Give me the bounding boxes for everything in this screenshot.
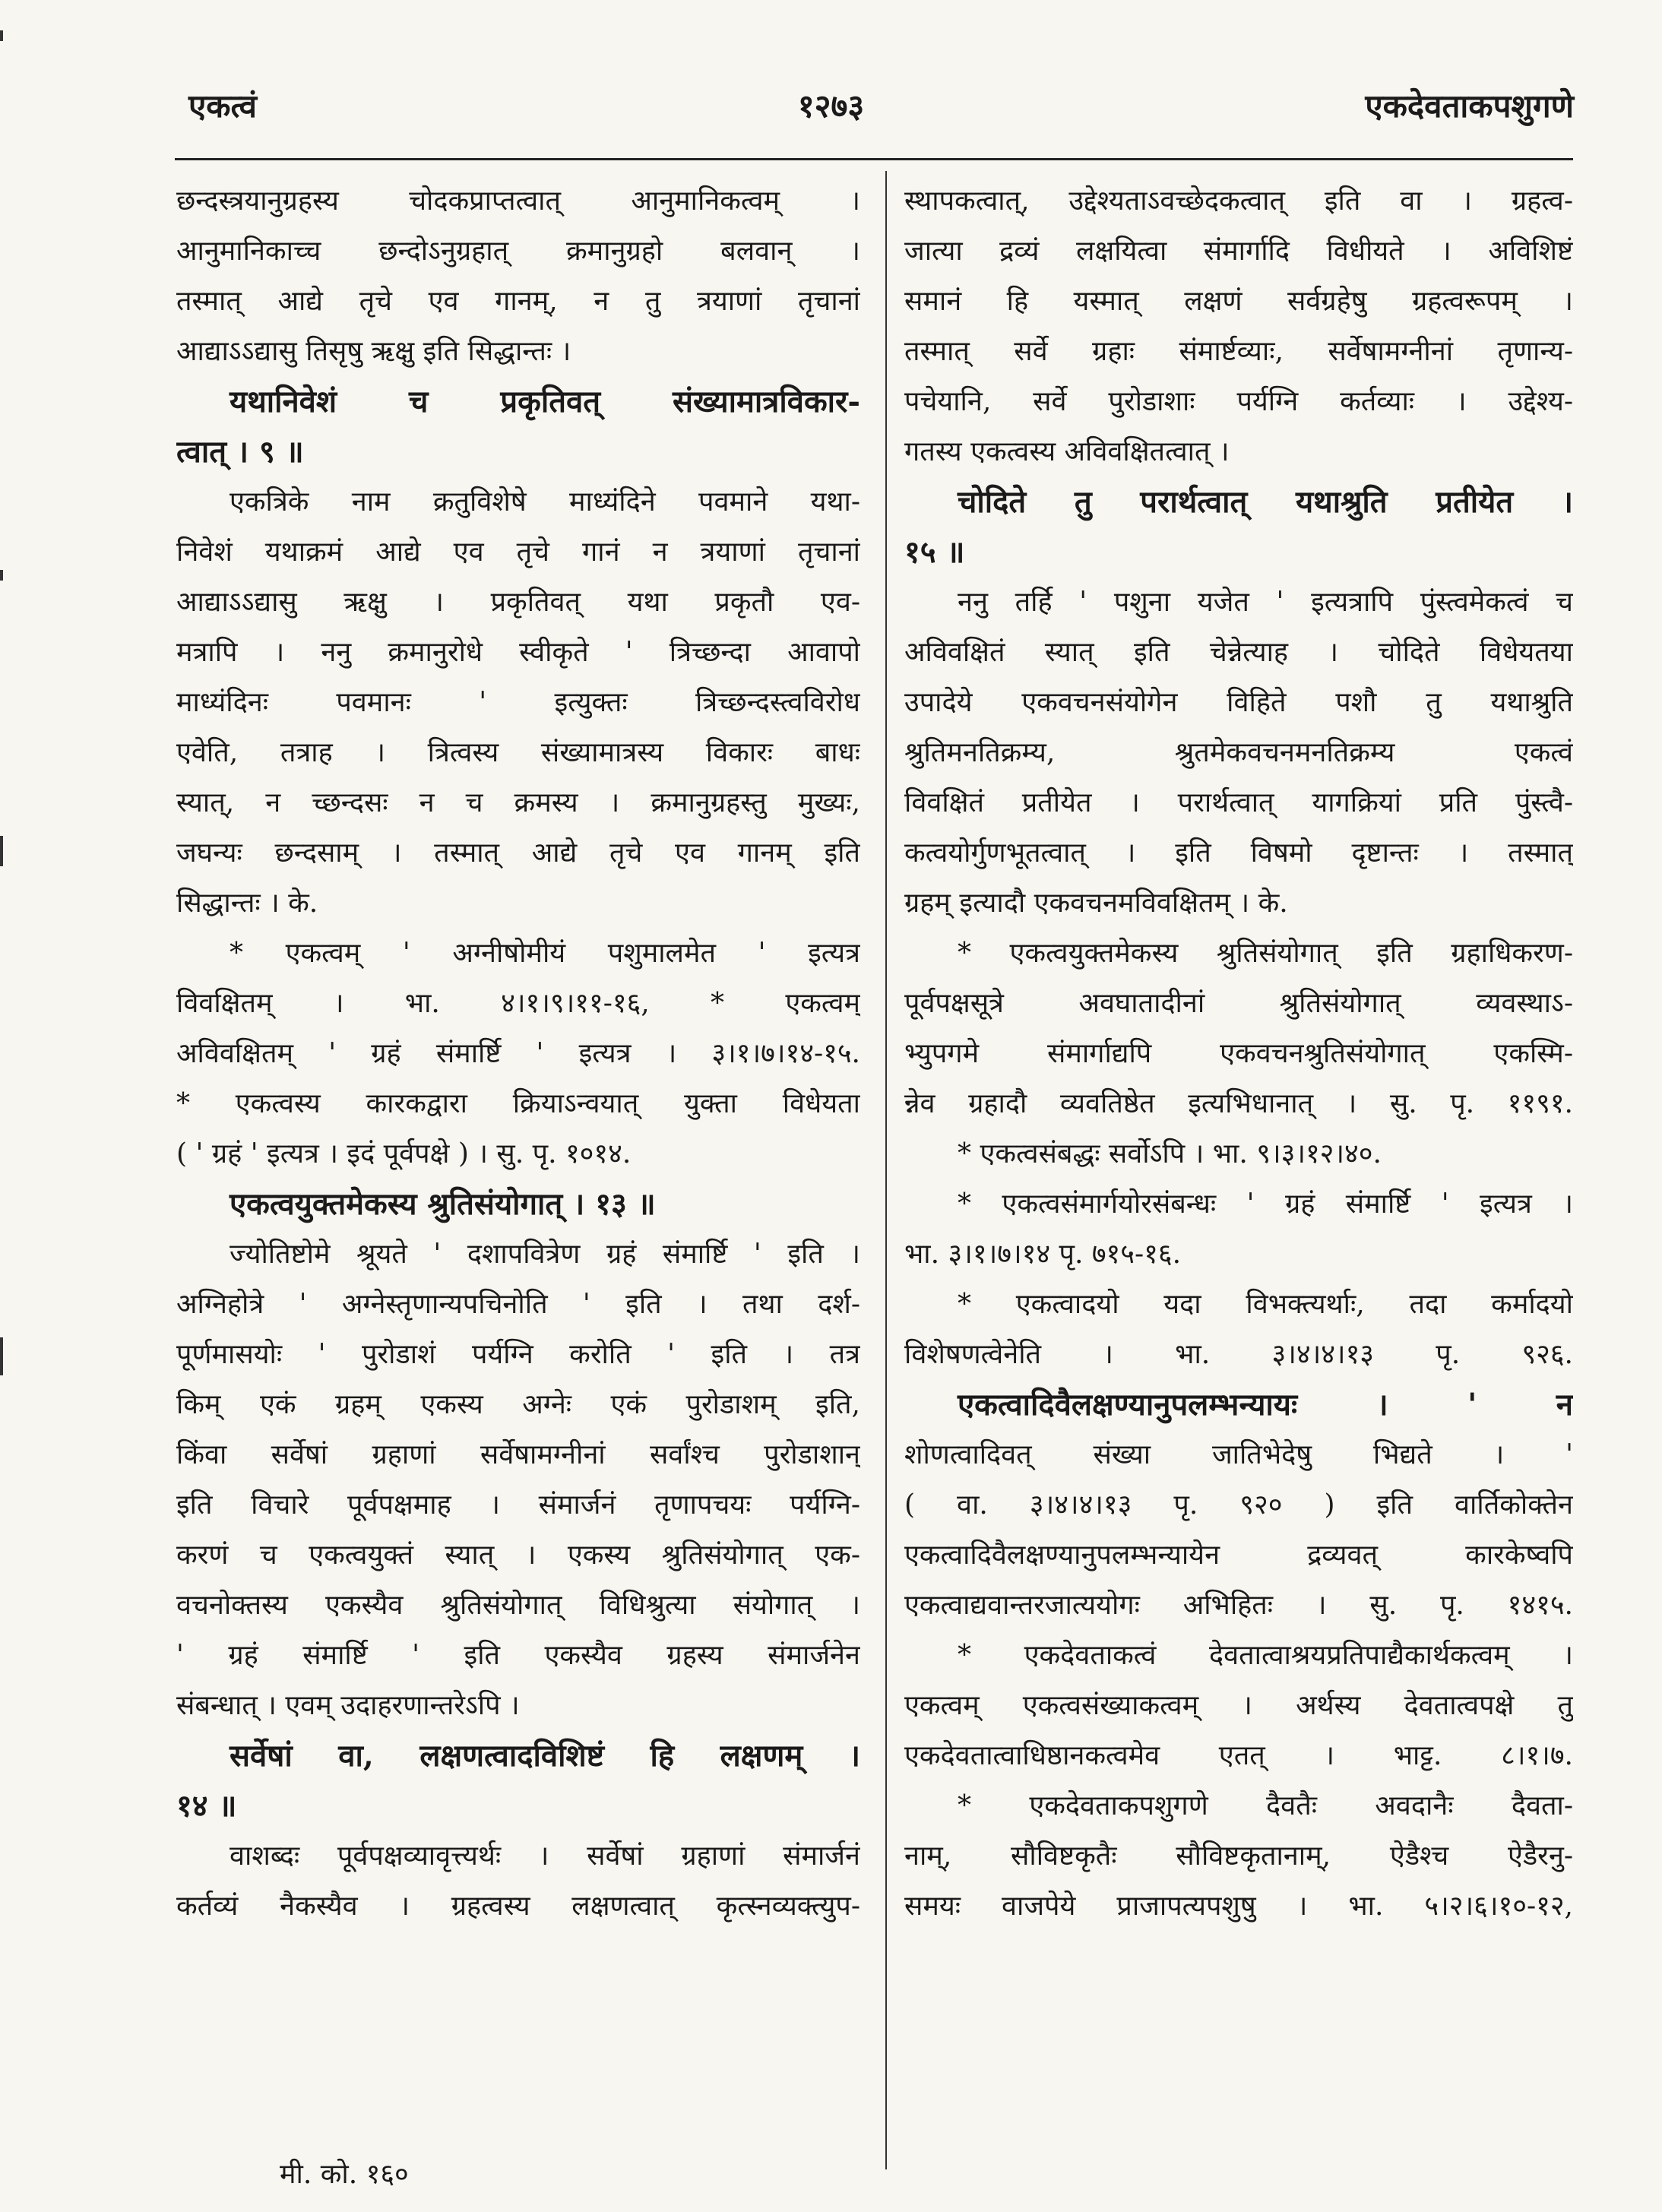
sutra-heading: सर्वेषां वा, लक्षणत्वादविशिष्टं हि लक्षणम् । (230, 1738, 860, 1774)
sutra-heading: एकत्वयुक्तमेकस्य श्रुतिसंयोगात् । १३ ॥ (230, 1186, 656, 1222)
text-line: आद्याऽऽद्यासु ऋक्षु । प्रकृतिवत् यथा प्रकृतौ एव- (176, 587, 860, 618)
text-line: * एकत्वसंमार्गयोरसंबन्धः ' ग्रहं संमार्ष्टि ' इत्यत्र । (958, 1188, 1573, 1220)
header-left-title: एकत्वं (188, 87, 257, 125)
text-line: एकदेवतात्वाधिष्ठानकत्वमेव एतत् । भाट्ट. ८।१।७. (904, 1740, 1573, 1771)
text-line: पचेयानि, सर्वे पुरोडाशाः पर्यग्नि कर्तव्याः । उद्देश्य- (904, 386, 1573, 417)
header-right-title: एकदेवताकपशुगणे (1365, 87, 1574, 125)
text-line: छन्दस्त्रयानुग्रहस्य चोदकप्राप्तत्वात् आनुमानिकत्वम् । (176, 185, 860, 217)
sutra-heading: चोदिते तु परार्थत्वात् यथाश्रुति प्रतीयेत । (958, 484, 1573, 520)
text-line: स्थापकत्वात्, उद्देश्यताऽवच्छेदकत्वात् इति वा । ग्रहत्व- (904, 185, 1573, 217)
scan-mark (0, 570, 3, 581)
text-line: मत्रापि । ननु क्रमानुरोधे स्वीकृते ' त्रिच्छन्दा आवापो (176, 637, 860, 668)
page-number: १२७३ (797, 87, 865, 125)
page-header (0, 72, 1662, 141)
text-line: * एकत्वादयो यदा विभक्त्यर्थाः, तदा कर्मादयो (958, 1289, 1573, 1320)
text-line: भा. ३।१।७।१४ पृ. ७१५-१६. (904, 1239, 1182, 1270)
text-line: जात्या द्रव्यं लक्षयित्वा संमार्गादि विधीयते । अविशिष्टं (904, 236, 1573, 267)
text-line: * एकत्वयुक्तमेकस्य श्रुतिसंयोगात् इति ग्रहाधिकरण- (958, 938, 1573, 969)
text-line: करणं च एकत्वयुक्तं स्यात् । एकस्य श्रुतिसंयोगात् एक- (176, 1540, 860, 1571)
text-line: इति विचारे पूर्वपक्षमाह । संमार्जनं तृणापचयः पर्यग्नि- (176, 1489, 860, 1521)
text-line: तस्मात् सर्वे ग्रहाः संमार्ष्टव्याः, सर्वेषामग्नीनां तृणान्य- (904, 336, 1573, 367)
text-line: एवेति, तत्राह । त्रित्वस्य संख्यामात्रस्य विकारः बाधः (176, 737, 860, 768)
text-line: ' ग्रहं संमार्ष्टि ' इति एकस्यैव ग्रहस्य संमार्जनेन (176, 1640, 860, 1671)
text-line: एकत्वादिवैलक्षण्यानुपलम्भन्यायेन द्रव्यवत् कारकेष्वपि (904, 1540, 1573, 1571)
text-line: विवक्षितम् । भा. ४।१।९।११-१६, * एकत्वम् (176, 988, 860, 1019)
text-line: उपादेये एकवचनसंयोगेन विहिते पशौ तु यथाश्रुति (904, 687, 1573, 718)
text-line: आद्याऽऽद्यासु तिसृषु ऋक्षु इति सिद्धान्तः । (176, 336, 571, 367)
text-line: माध्यंदिनः पवमानः ' इत्युक्तः त्रिच्छन्दस्त्वविरोध (176, 687, 860, 718)
text-line: न्नेव ग्रहादौ व्यवतिष्ठेत इत्यभिधानात् । सु. पृ. ११९१. (904, 1088, 1573, 1119)
text-line: वचनोक्तस्य एकस्यैव श्रुतिसंयोगात् विधिश्रुत्या संयोगात् । (176, 1590, 860, 1621)
text-line: ( वा. ३।४।४।१३ पृ. ९२० ) इति वार्तिकोक्तेन (904, 1489, 1573, 1521)
text-line: अग्निहोत्रे ' अग्नेस्तृणान्यपचिनोति ' इति । तथा दर्श- (176, 1289, 860, 1320)
text-line: * एकत्वम् ' अग्नीषोमीयं पशुमालमेत ' इत्यत्र (230, 938, 860, 969)
text-line: विशेषणत्वेनेति । भा. ३।४।४।१३ पृ. ९२६. (904, 1339, 1573, 1370)
text-line: ग्रहम् इत्यादौ एकवचनमविवक्षितम् । के. (904, 888, 1288, 919)
sutra-number: १४ ॥ (176, 1788, 237, 1824)
scan-mark (0, 836, 3, 866)
sutra-heading: यथानिवेशं च प्रकृतिवत् संख्यामात्रविकार- (230, 384, 860, 419)
text-line: विवक्षितं प्रतीयेत । परार्थत्वात् यागक्रियां प्रति पुंस्त्वै- (904, 787, 1573, 818)
text-line: ( ' ग्रहं ' इत्यत्र । इदं पूर्वपक्षे ) । सु. पृ. १०१४. (176, 1138, 632, 1169)
left-column (176, 176, 860, 1932)
text-line: आनुमानिकाच्च छन्दोऽनुग्रहात् क्रमानुग्रहो बलवान् । (176, 236, 860, 267)
text-line: संबन्धात् । एवम् उदाहरणान्तरेऽपि । (176, 1690, 520, 1721)
text-line: अविवक्षितं स्यात् इति चेन्नेत्याह । चोदिते विधेयतया (904, 637, 1573, 668)
text-line: नाम्, सौविष्टकृतैः सौविष्टकृतानाम्, ऐडैश्च ऐडैरनु- (904, 1840, 1573, 1872)
text-line: गतस्य एकत्वस्य अविवक्षितत्वात् । (904, 436, 1230, 467)
text-line: * एकदेवताकत्वं देवतात्वाश्रयप्रतिपाद्यैकार्थकत्वम् । (958, 1640, 1573, 1671)
sutra-number: १५ ॥ (904, 534, 965, 570)
column-divider (885, 171, 887, 2169)
text-line: श्रुतिमनतिक्रम्य, श्रुतमेकवचनमनतिक्रम्य एकत्वं (904, 737, 1573, 768)
text-line: जघन्यः छन्दसाम् । तस्मात् आद्ये तृचे एव गानम् इति (176, 837, 860, 869)
text-line: कत्वयोर्गुणभूतत्वात् । इति विषमो दृष्टान्तः । तस्मात् (904, 837, 1573, 869)
text-line: * एकत्वस्य कारकद्वारा क्रियाऽन्वयात् युक्ता विधेयता (176, 1088, 860, 1119)
text-line: * एकत्वसंबद्धः सर्वोऽपि । भा. ९।३।१२।४०. (958, 1138, 1382, 1169)
text-line: एकत्वाद्यवान्तरजात्ययोगः अभिहितः । सु. पृ. १४१५. (904, 1590, 1573, 1621)
header-rule (175, 158, 1573, 160)
text-line: अविवक्षितम् ' ग्रहं संमार्ष्टि ' इत्यत्र । ३।१।७।१४-१५. (176, 1038, 860, 1069)
right-column (904, 176, 1573, 1932)
scan-mark (0, 1337, 3, 1375)
text-line: वाशब्दः पूर्वपक्षव्यावृत्त्यर्थः । सर्वेषां ग्रहाणां संमार्जनं (230, 1840, 860, 1872)
text-line: * एकदेवताकपशुगणे दैवतैः अवदानैः दैवता- (958, 1790, 1573, 1821)
text-line: कर्तव्यं नैकस्यैव । ग्रहत्वस्य लक्षणत्वात् कृत्स्नव्यक्त्युप- (176, 1891, 860, 1922)
scan-mark (0, 30, 3, 41)
page-footer: मी. को. १६० (280, 2159, 409, 2190)
text-line: ननु तर्हि ' पशुना यजेत ' इत्यत्रापि पुंस्त्वमेकत्वं च (958, 587, 1573, 618)
text-line: सिद्धान्तः । के. (176, 888, 318, 919)
text-line: एकत्रिके नाम क्रतुविशेषे माध्यंदिने पवमाने यथा- (230, 486, 860, 517)
text-line: शोणत्वादिवत् संख्या जातिभेदेषु भिद्यते । ' (904, 1439, 1573, 1470)
text-line: स्यात्, न च्छन्दसः न च क्रमस्य । क्रमानुग्रहस्तु मुख्यः, (176, 787, 860, 818)
text-line: एकत्वम् एकत्वसंख्याकत्वम् । अर्थस्य देवतात्वपक्षे तु (904, 1690, 1573, 1721)
text-line: ज्योतिष्टोमे श्रूयते ' दशापवित्रेण ग्रहं संमार्ष्टि ' इति । (230, 1239, 860, 1270)
text-line: भ्युपगमे संमार्गाद्यपि एकवचनश्रुतिसंयोगात् एकस्मि- (904, 1038, 1573, 1069)
text-line: निवेशं यथाक्रमं आद्ये एव तृचे गानं न त्रयाणां तृचानां (176, 536, 860, 568)
text-line: तस्मात् आद्ये तृचे एव गानम्, न तु त्रयाणां तृचानां (176, 286, 860, 317)
text-line: पूर्णमासयोः ' पुरोडाशं पर्यग्नि करोति ' इति । तत्र (176, 1339, 860, 1370)
sutra-number: त्वात् । ९ ॥ (176, 434, 304, 470)
text-line: किम् एकं ग्रहम् एकस्य अग्नेः एकं पुरोडाशम् इति, (176, 1389, 860, 1420)
nyaya-heading: एकत्वादिवैलक्षण्यानुपलम्भन्यायः । ' न (958, 1387, 1573, 1422)
text-line: किंवा सर्वेषां ग्रहाणां सर्वेषामग्नीनां सर्वांश्च पुरोडाशान् (176, 1439, 860, 1470)
text-line: पूर्वपक्षसूत्रे अवघातादीनां श्रुतिसंयोगात् व्यवस्थाऽ- (904, 988, 1573, 1019)
text-line: समानं हि यस्मात् लक्षणं सर्वग्रहेषु ग्रहत्वरूपम् । (904, 286, 1573, 317)
text-line: समयः वाजपेये प्राजापत्यपशुषु । भा. ५।२।६।१०-१२, (904, 1891, 1573, 1922)
